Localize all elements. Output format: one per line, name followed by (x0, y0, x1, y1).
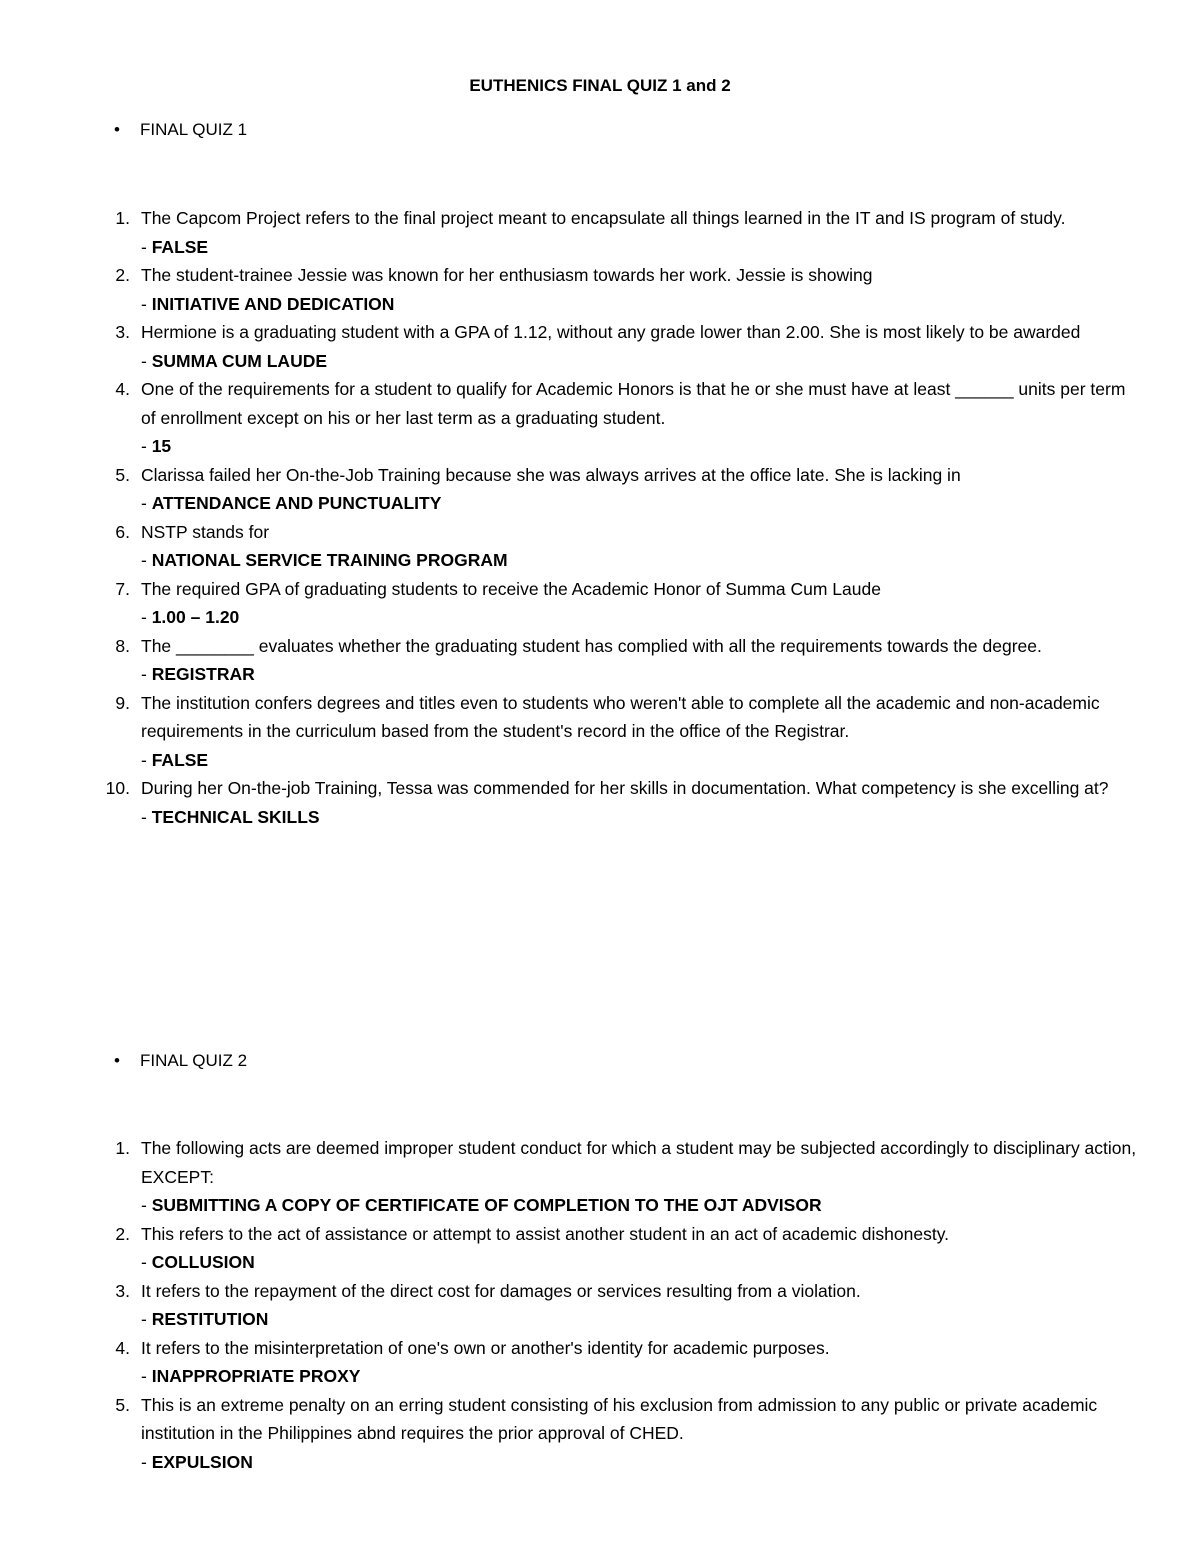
answer-text: NATIONAL SERVICE TRAINING PROGRAM (151, 550, 508, 570)
question-number: 2. (115, 1223, 130, 1244)
question-item (100, 261, 1140, 318)
section-heading-quiz-1 (114, 118, 247, 142)
question-text: It refers to the misinterpretation of one's own or another's identity for academic purposes. (141, 1337, 830, 1358)
question-text: The following acts are deemed improper student conduct for which a student may be subjected accordingly to disciplinary action, EXCEPT: (141, 1138, 1137, 1187)
question-text: During her On-the-job Training, Tessa was commended for her skills in documentation. What competency is she excelling at? (141, 778, 1109, 798)
question-item (100, 375, 1140, 461)
question-text: The required GPA of graduating students to receive the Academic Honor of Summa Cum Laude (141, 578, 881, 599)
answer-text: 15 (151, 436, 172, 456)
question-item (100, 689, 1140, 775)
answer-text: RESTITUTION (151, 1309, 269, 1329)
section-heading-quiz-2 (114, 1049, 247, 1073)
question-item (100, 461, 1140, 518)
question-item (100, 1220, 1140, 1277)
answer-line: - TECHNICAL SKILLS (141, 806, 320, 827)
answer-line: - FALSE (141, 236, 209, 257)
answer-line: - 15 (141, 436, 172, 456)
question-item (100, 632, 1140, 689)
answer-line: - NATIONAL SERVICE TRAINING PROGRAM (141, 550, 508, 570)
question-text: This is an extreme penalty on an erring student consisting of his exclusion from admission to any public or private academic institution in the Philippines abnd requires the prior approval of CHED. (141, 1394, 1098, 1443)
question-item (100, 1334, 1140, 1391)
question-text: One of the requirements for a student to qualify for Academic Honors is that he or she must have at least ______ units per term of enrollment except on his or her last term as a graduating student. (141, 379, 1126, 428)
answer-text: INAPPROPRIATE PROXY (151, 1366, 361, 1386)
answer-line: - SUBMITTING A COPY OF CERTIFICATE OF COMPLETION TO THE OJT ADVISOR (141, 1195, 822, 1215)
question-item (100, 204, 1140, 261)
question-number: 3. (115, 1280, 130, 1301)
question-text: It refers to the repayment of the direct cost for damages or services resulting from a violation. (141, 1280, 861, 1301)
question-text: Hermione is a graduating student with a GPA of 1.12, without any grade lower than 2.00. She is most likely to be awarded (141, 322, 1081, 342)
question-list-quiz-1 (100, 204, 1140, 831)
question-text: The Capcom Project refers to the final project meant to encapsulate all things learned in the IT and IS program of study. (141, 208, 1066, 228)
answer-line: - COLLUSION (141, 1252, 255, 1272)
question-item (100, 575, 1140, 632)
answer-line: - EXPULSION (141, 1451, 253, 1472)
question-number: 9. (115, 692, 130, 713)
question-item (100, 518, 1140, 575)
section-heading-label: FINAL QUIZ 1 (140, 120, 248, 139)
answer-line: - FALSE (141, 749, 209, 770)
question-number: 3. (115, 322, 130, 342)
answer-text: 1.00 – 1.20 (151, 607, 240, 627)
answer-text: INITIATIVE AND DEDICATION (151, 293, 395, 314)
question-text: The institution confers degrees and titles even to students who weren't able to complete all the academic and non-academic requirements in the curriculum based from the student's record in the office of the Registrar. (141, 692, 1100, 741)
question-number: 1. (115, 208, 130, 228)
answer-text: SUBMITTING A COPY OF CERTIFICATE OF COMPLETION TO THE OJT ADVISOR (151, 1195, 822, 1215)
question-text: The ________ evaluates whether the graduating student has complied with all the requirements towards the degree. (141, 635, 1042, 656)
answer-line: - ATTENDANCE AND PUNCTUALITY (141, 493, 442, 513)
question-list-quiz-2 (100, 1134, 1140, 1476)
question-item (100, 1391, 1140, 1477)
answer-text: TECHNICAL SKILLS (151, 806, 320, 827)
question-number: 7. (115, 578, 130, 599)
question-text: Clarissa failed her On-the-Job Training because she was always arrives at the office late. She is lacking in (141, 464, 961, 485)
question-item (100, 1277, 1140, 1334)
answer-line: - 1.00 – 1.20 (141, 607, 240, 627)
answer-text: SUMMA CUM LAUDE (151, 350, 328, 371)
question-number: 1. (115, 1138, 130, 1158)
document-title: EUTHENICS FINAL QUIZ 1 and 2 (469, 76, 731, 95)
question-text: The student-trainee Jessie was known for her enthusiasm towards her work. Jessie is showing (141, 265, 873, 285)
answer-line: - INAPPROPRIATE PROXY (141, 1366, 361, 1386)
question-number: 4. (115, 1337, 130, 1358)
answer-line: - REGISTRAR (141, 664, 255, 684)
answer-text: COLLUSION (151, 1252, 255, 1272)
answer-line: - INITIATIVE AND DEDICATION (141, 293, 395, 314)
question-number: 5. (115, 1394, 130, 1415)
answer-line: - RESTITUTION (141, 1309, 269, 1329)
question-number: 8. (115, 635, 130, 656)
question-number: 4. (115, 379, 130, 399)
question-text: This refers to the act of assistance or attempt to assist another student in an act of academic dishonesty. (141, 1223, 950, 1244)
answer-text: REGISTRAR (151, 664, 255, 684)
bullet-icon: • (114, 120, 120, 139)
answer-text: FALSE (151, 749, 209, 770)
question-item (100, 1134, 1140, 1220)
question-item (100, 318, 1140, 375)
question-number: 5. (115, 464, 130, 485)
answer-text: ATTENDANCE AND PUNCTUALITY (151, 493, 442, 513)
question-item (100, 774, 1140, 831)
question-number: 2. (115, 265, 130, 285)
answer-line: - SUMMA CUM LAUDE (141, 350, 328, 371)
answer-text: EXPULSION (151, 1451, 253, 1472)
bullet-icon: • (114, 1051, 120, 1070)
section-heading-label: FINAL QUIZ 2 (140, 1051, 248, 1070)
question-text: NSTP stands for (141, 521, 270, 542)
answer-text: FALSE (151, 236, 209, 257)
question-number: 6. (115, 521, 130, 542)
question-number: 10. (105, 778, 130, 798)
